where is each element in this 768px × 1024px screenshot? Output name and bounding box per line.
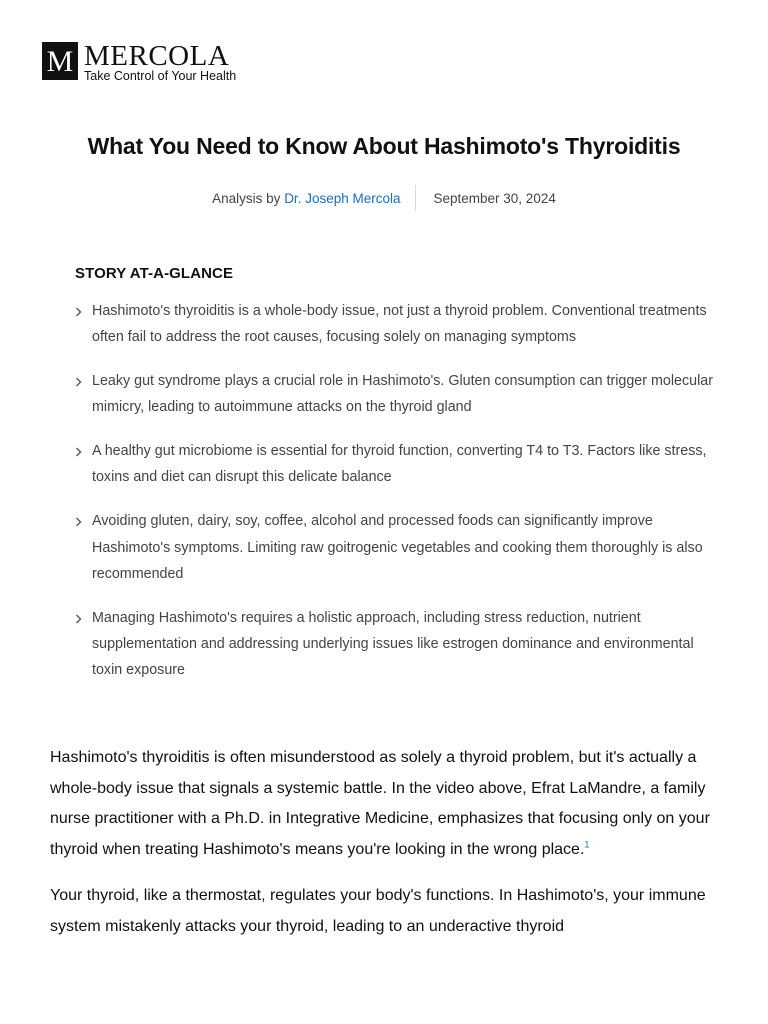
glance-item-text: Hashimoto's thyroiditis is a whole-body issue, not just a thyroid problem. Conventional treatments often fail to address the root causes, focusing solely on managing symptoms	[92, 303, 707, 346]
glance-item	[75, 368, 715, 421]
publish-date: September 30, 2024	[433, 190, 556, 206]
chevron-right-icon	[75, 605, 92, 624]
mercola-logo-icon	[42, 42, 78, 80]
glance-item	[75, 298, 715, 351]
glance-item	[75, 438, 715, 491]
byline	[0, 185, 768, 211]
glance-item-text: Managing Hashimoto's requires a holistic approach, including stress reduction, nutrient supplementation and addressing underlying issues like estrogen dominance and environmental toxin exposure	[92, 609, 694, 679]
article-title: What You Need to Know About Hashimoto's Thyroiditis	[87, 133, 681, 159]
article-body	[50, 743, 720, 958]
glance-heading: STORY AT-A-GLANCE	[75, 265, 234, 282]
author-link[interactable]: Dr. Joseph Mercola	[284, 190, 401, 206]
glance-item	[75, 508, 715, 587]
svg-text:M: M	[46, 46, 74, 76]
footnote-link[interactable]: 1	[584, 839, 590, 850]
glance-item-text: A healthy gut microbiome is essential for thyroid function, converting T4 to T3. Factors like stress, toxins and diet can disrupt this delicate balance	[92, 443, 707, 486]
logo-tagline: Take Control of Your Health	[84, 69, 237, 83]
body-paragraph: Your thyroid, like a thermostat, regulates your body's functions. In Hashimoto's, your immune system mistakenly attacks your thyroid, leading to an underactive thyroid	[50, 887, 706, 935]
glance-item	[75, 605, 715, 684]
chevron-right-icon	[75, 508, 92, 527]
chevron-right-icon	[75, 438, 92, 457]
body-paragraph: Hashimoto's thyroiditis is often misunderstood as solely a thyroid problem, but it's actually a whole-body issue that signals a systemic battle. In the video above, Efrat LaMandre, a family nurse practitioner with a Ph.D. in Integrative Medicine, emphasizes that focusing only on your thyroid when treating Hashimoto's means you're looking in the wrong place.$^1$	[50, 749, 710, 858]
glance-item-text: Leaky gut syndrome plays a crucial role in Hashimoto's. Gluten consumption can trigger molecular mimicry, leading to autoimmune attacks on the thyroid gland	[92, 373, 713, 416]
glance-list	[75, 298, 715, 701]
byline-prefix: Analysis by	[212, 190, 285, 206]
site-logo[interactable]	[42, 42, 236, 83]
logo-wordmark: MERCOLA	[84, 40, 230, 72]
glance-item-text: Avoiding gluten, dairy, soy, coffee, alcohol and processed foods can significantly improve Hashimoto's symptoms. Limiting raw goitrogenic vegetables and cooking them thoroughly is also recommended	[92, 513, 703, 582]
chevron-right-icon	[75, 298, 92, 317]
chevron-right-icon	[75, 368, 92, 387]
